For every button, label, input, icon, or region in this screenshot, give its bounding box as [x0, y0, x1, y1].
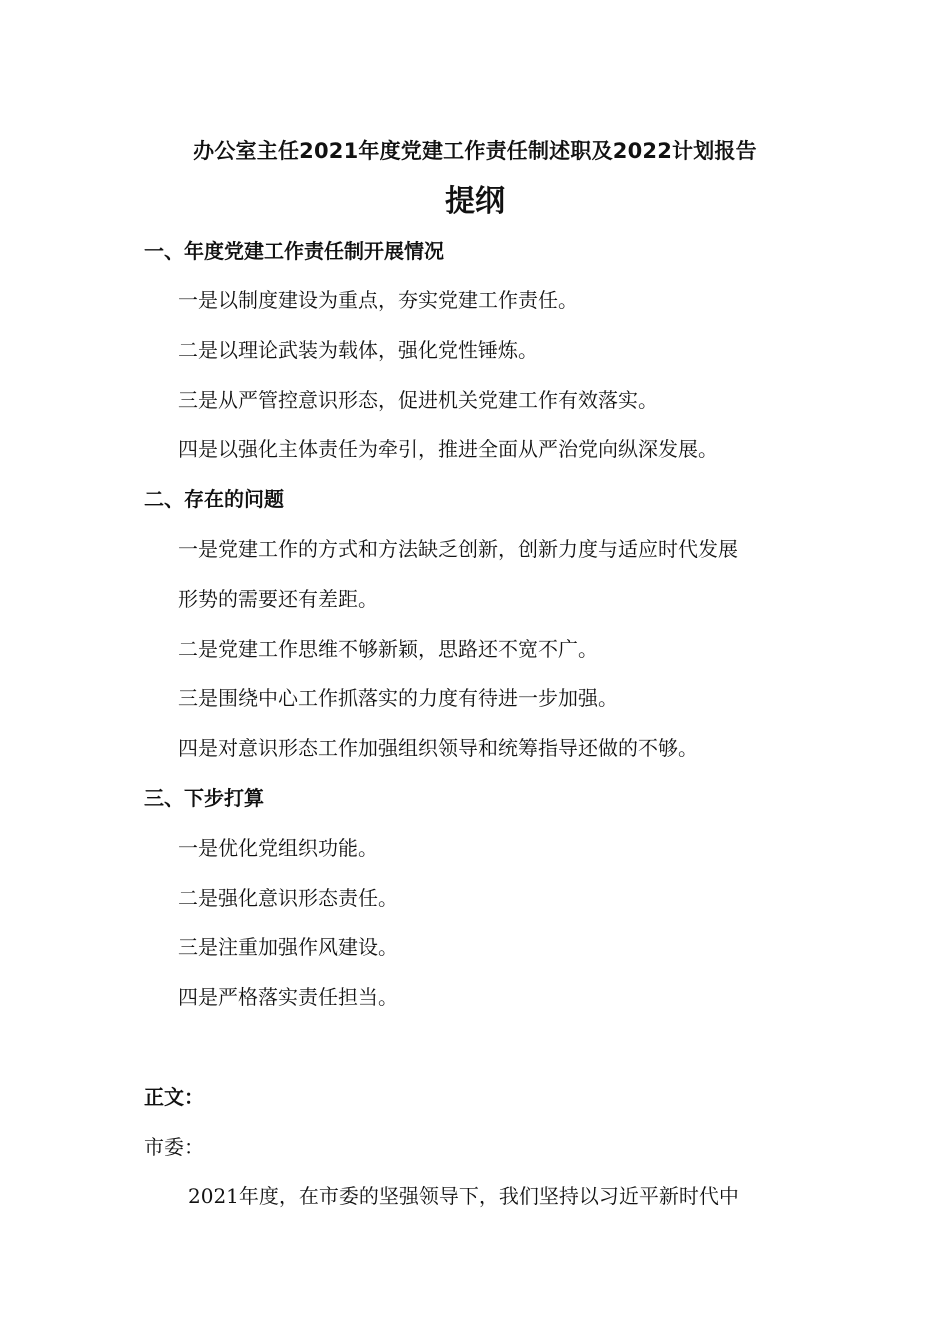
paragraph: 四是对意识形态工作加强组织领导和统筹指导还做的不够。 — [178, 736, 698, 760]
paragraph: 四是严格落实责任担当。 — [178, 985, 398, 1009]
document-title: 办公室主任2021年度党建工作责任制述职及2022计划报告 — [193, 139, 757, 163]
paragraph: 三是注重加强作风建设。 — [178, 935, 398, 959]
section-heading: 三、下步打算 — [144, 786, 264, 810]
paragraph: 二是党建工作思维不够新颖，思路还不宽不广。 — [178, 637, 598, 661]
paragraph: 三是从严管控意识形态，促进机关党建工作有效落实。 — [178, 388, 658, 412]
paragraph: 三是围绕中心工作抓落实的力度有待进一步加强。 — [178, 686, 618, 710]
paragraph: 四是以强化主体责任为牵引，推进全面从严治党向纵深发展。 — [178, 437, 718, 461]
salutation: 市委： — [144, 1135, 204, 1159]
body-label: 正文： — [144, 1085, 204, 1109]
section-heading: 二、存在的问题 — [144, 487, 284, 511]
paragraph: 一是以制度建设为重点，夯实党建工作责任。 — [178, 288, 578, 312]
paragraph: 二是以理论武装为载体，强化党性锤炼。 — [178, 338, 538, 362]
paragraph: 二是强化意识形态责任。 — [178, 886, 398, 910]
paragraph: 一是优化党组织功能。 — [178, 836, 378, 860]
document-subtitle: 提纲 — [445, 184, 505, 219]
body-paragraph: 2021年度，在市委的坚强领导下，我们坚持以习近平新时代中 — [188, 1184, 739, 1208]
paragraph: 一是党建工作的方式和方法缺乏创新，创新力度与适应时代发展 — [178, 537, 738, 561]
section-heading: 一、年度党建工作责任制开展情况 — [144, 239, 444, 263]
paragraph: 形势的需要还有差距。 — [178, 587, 378, 611]
